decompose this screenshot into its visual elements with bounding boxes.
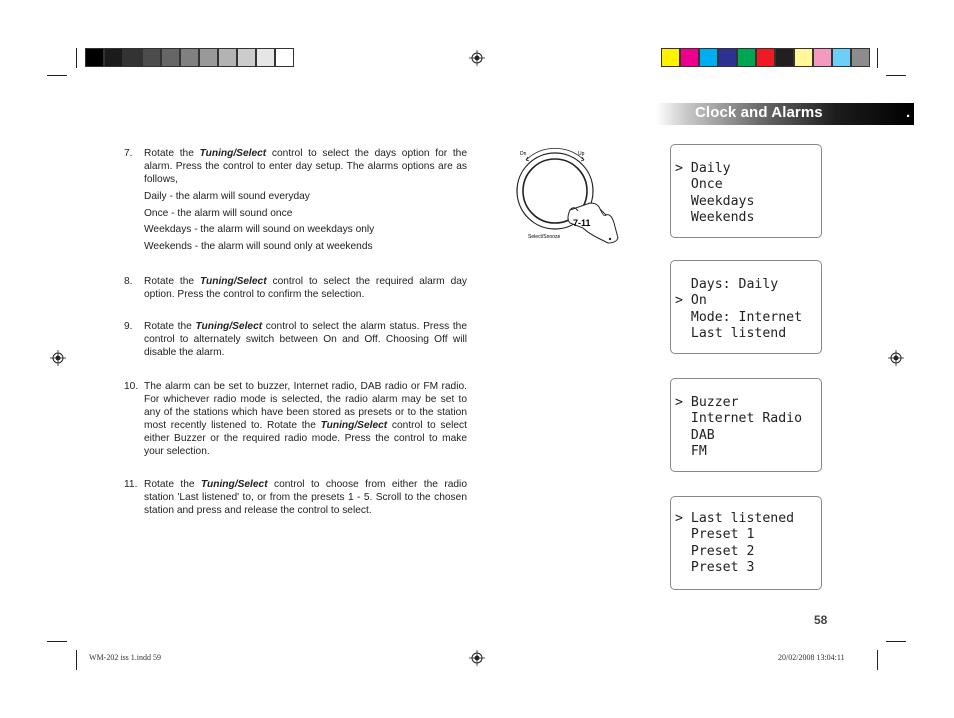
gray-swatch (142, 48, 161, 67)
lcd-line: Once (675, 177, 723, 192)
gray-swatch (104, 48, 123, 67)
registration-mark-icon (50, 350, 66, 366)
step-text: Rotate the Tuning/Select control to select the days option for the alarm. Press the control to enter day setup. The alarms options are as follows, (144, 148, 467, 185)
gray-swatch (199, 48, 218, 67)
step-number: 9. (124, 321, 133, 332)
crop-mark (877, 650, 878, 670)
gray-swatch (237, 48, 256, 67)
instruction-step (124, 478, 467, 517)
grayscale-swatch-bar (85, 48, 294, 67)
knob-label-select-snooze: Select/Snooze (528, 234, 561, 240)
lcd-line: > On (675, 293, 707, 308)
instruction-step (124, 147, 467, 186)
gray-swatch (161, 48, 180, 67)
crop-mark (877, 48, 878, 68)
lcd-line: Mode: Internet (675, 310, 803, 325)
color-swatch (680, 48, 699, 67)
section-title-dot: . (906, 104, 911, 121)
step-number: 10. (124, 381, 139, 392)
color-swatch (775, 48, 794, 67)
crop-mark (47, 75, 67, 76)
instruction-step (124, 320, 467, 359)
lcd-line: Preset 1 (675, 527, 755, 542)
day-option-text: Weekdays - the alarm will sound on weekdays only (144, 224, 375, 235)
instruction-step (124, 275, 467, 301)
color-swatch (737, 48, 756, 67)
step-number: 7. (124, 148, 133, 159)
lcd-line: FM (675, 444, 707, 459)
gray-swatch (256, 48, 275, 67)
color-swatch (661, 48, 680, 67)
crop-mark (886, 75, 906, 76)
lcd-screen-alarm-mode (670, 378, 822, 472)
step-text: Rotate the Tuning/Select control to choose from either the radio station 'Last listened' to, or from the presets 1 - 5. Scroll to the chosen station and press and release the control to select. (144, 479, 467, 516)
step-text: Rotate the Tuning/Select control to select the required alarm day option. Press the control to confirm the selection. (144, 276, 467, 300)
lcd-line: > Last listened (675, 511, 795, 526)
step-number: 11. (124, 479, 138, 490)
page-number: 58 (814, 613, 828, 627)
day-option-text: Once - the alarm will sound once (144, 208, 293, 219)
step-number: 8. (124, 276, 133, 287)
lcd-line: Preset 2 (675, 544, 755, 559)
day-option-text: Weekends - the alarm will sound only at weekends (144, 241, 373, 252)
color-swatch (794, 48, 813, 67)
crop-mark (76, 650, 77, 670)
lcd-screen-station-select (670, 496, 822, 590)
knob-label-up: Up (578, 151, 585, 157)
registration-mark-icon (469, 50, 485, 66)
callout-label: 7-11 (573, 218, 591, 228)
tuning-select-knob-illustration (508, 143, 623, 248)
color-swatch (832, 48, 851, 67)
footer-file-info: WM-202 iss 1.indd 59 (89, 653, 161, 662)
gray-swatch (123, 48, 142, 67)
crop-mark (47, 641, 67, 642)
lcd-line: Weekends (675, 210, 755, 225)
gray-swatch (180, 48, 199, 67)
gray-swatch (275, 48, 294, 67)
registration-mark-icon (469, 650, 485, 666)
crop-mark (886, 641, 906, 642)
gray-swatch (218, 48, 237, 67)
lcd-line: Internet Radio (675, 411, 803, 426)
lcd-line: Days: Daily (675, 277, 779, 292)
step-text: Rotate the Tuning/Select control to select the alarm status. Press the control to alternately switch between On and Off. Choosing Off will disable the alarm. (144, 321, 467, 358)
color-swatch (718, 48, 737, 67)
instruction-step (124, 380, 467, 458)
lcd-screen-alarm-status (670, 260, 822, 354)
lcd-screen-days-options (670, 144, 822, 238)
registration-mark-icon (888, 350, 904, 366)
day-option-text: Daily - the alarm will sound everyday (144, 191, 310, 202)
footer-timestamp: 20/02/2008 13:04:11 (778, 653, 845, 662)
color-swatch (851, 48, 870, 67)
color-swatch-bar (661, 48, 870, 67)
knob-label-dn: Dn (520, 151, 527, 157)
lcd-line: Preset 3 (675, 560, 755, 575)
gray-swatch (85, 48, 104, 67)
color-swatch (699, 48, 718, 67)
lcd-line: > Buzzer (675, 395, 739, 410)
color-swatch (756, 48, 775, 67)
lcd-line: DAB (675, 428, 715, 443)
color-swatch (813, 48, 832, 67)
lcd-line: Last listend (675, 326, 787, 341)
lcd-line: Weekdays (675, 194, 755, 209)
step-text: The alarm can be set to buzzer, Internet radio, DAB radio or FM radio. For whichever radio mode is selected, the radio alarm may be set to any of the stations which have been stored as presets or to the station most recently listened to. Rotate the Tuning/Select control to select either Buzzer or the required radio mode. Press the control to make your selection. (144, 381, 467, 457)
lcd-line: > Daily (675, 161, 731, 176)
section-title: Clock and Alarms (695, 104, 823, 121)
crop-mark (76, 48, 77, 68)
